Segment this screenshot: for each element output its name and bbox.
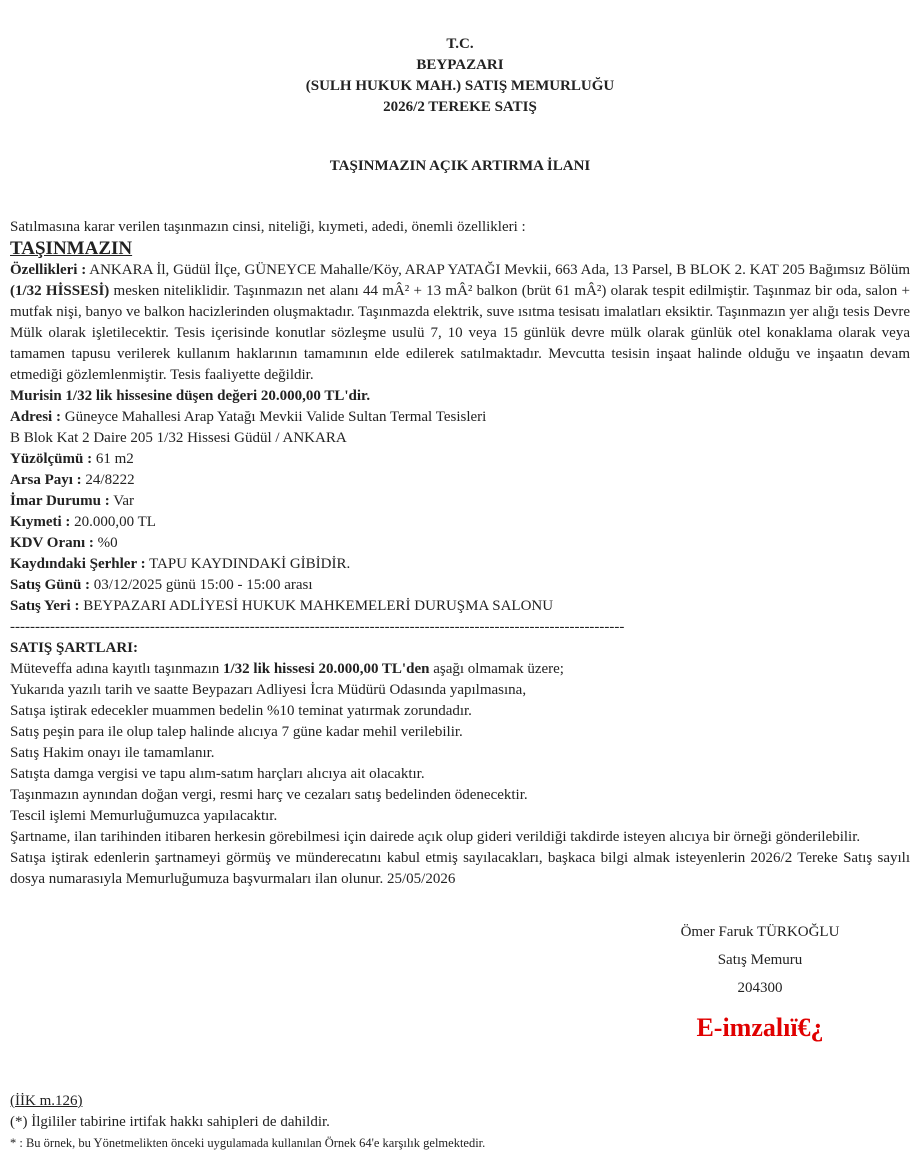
value-statement-text: Murisin 1/32 lik hissesine düşen değeri 20.000,00 TL'dir. — [10, 388, 371, 404]
conditions-first-line — [10, 659, 910, 680]
field-row — [10, 575, 910, 596]
address-line1: Güneyce Mahallesi Arap Yatağı Mevkii Valide Sultan Termal Tesisleri — [60, 409, 487, 425]
condition-line: Yukarıda yazılı tarih ve saatte Beypazarı Adliyesi İcra Müdürü Odasında yapılmasına, — [10, 682, 527, 698]
field-row — [10, 533, 910, 554]
condition-line: Satışa iştirak edenlerin şartnameyi görmüş ve münderecatını kabul etmiş sayılacakları, başkaca bilgi almak isteyenlerin 2026/2 Tereke Satış sayılı dosya numarasıyla Memurluğumuza başvurmaları ilan olunur. 25/05/2026 — [10, 850, 910, 887]
document-footer — [10, 1091, 910, 1153]
field-value: BEYPAZARI ADLİYESİ HUKUK MAHKEMELERİ DURUŞMA SALONU — [79, 598, 554, 614]
field-row — [10, 512, 910, 533]
features-paragraph — [10, 260, 910, 386]
field-label: Kaydındaki Şerhler : — [10, 556, 146, 572]
features-label: Özellikleri : — [10, 262, 87, 278]
field-value: %0 — [93, 535, 118, 551]
notice-body — [10, 217, 910, 890]
field-label: İmar Durumu : — [10, 493, 110, 509]
value-statement — [10, 386, 910, 407]
header-line-city: BEYPAZARI — [416, 57, 504, 73]
condition-line: Satış peşin para ile olup talep halinde alıcıya 7 güne kadar mehil verilebilir. — [10, 724, 463, 740]
divider-line: --------------------------------------------------------------------------------------------------------------------------- — [10, 619, 625, 635]
field-label: Yüzölçümü : — [10, 451, 93, 467]
field-label: KDV Oranı : — [10, 535, 94, 551]
field-row — [10, 596, 910, 617]
field-row — [10, 491, 910, 512]
address-line2: B Blok Kat 2 Daire 205 1/32 Hissesi Güdül / ANKARA — [10, 430, 347, 446]
field-value: 20.000,00 TL — [70, 514, 156, 530]
field-label: Satış Yeri : — [10, 598, 80, 614]
condition-line: Şartname, ilan tarihinden itibaren herkesin görebilmesi için dairede açık olup gideri verildiği takdirde isteyen alıcıya bir örneği gönderilebilir. — [10, 829, 861, 845]
address-line — [10, 407, 910, 428]
signature-block — [665, 918, 855, 1042]
field-value: 24/8222 — [81, 472, 135, 488]
header-line-tc: T.C. — [446, 36, 474, 52]
signer-title: Satış Memuru — [717, 952, 803, 968]
intro-text: Satılmasına karar verilen taşınmazın cinsi, niteliği, kıymeti, adedi, önemli özellikleri : — [10, 219, 526, 235]
field-value: TAPU KAYDINDAKİ GİBİDİR. — [145, 556, 351, 572]
features-text-a: ANKARA İl, Güdül İlçe, GÜNEYCE Mahalle/Köy, ARAP YATAĞI Mevkii, 663 Ada, 13 Parsel, B BLOK 2. KAT 205 Bağımsız Bölüm — [86, 262, 910, 278]
address-label: Adresi : — [10, 409, 61, 425]
features-share: (1/32 HİSSESİ) — [10, 283, 110, 299]
header-line-case: 2026/2 TEREKE SATIŞ — [383, 99, 537, 115]
document-header — [10, 34, 910, 118]
condition-bold: 1/32 lik hissesi 20.000,00 TL'den — [223, 661, 430, 677]
e-signature-stamp: E-imzalıï€¿ — [696, 1013, 824, 1042]
field-value: 03/12/2025 günü 15:00 - 15:00 arası — [90, 577, 313, 593]
footnote: (*) İlgililer tabirine irtifak hakkı sahipleri de dahildir. — [10, 1114, 330, 1130]
signer-number: 204300 — [737, 980, 783, 996]
small-footnote: * : Bu örnek, bu Yönetmelikten önceki uygulamada kullanılan Örnek 64'e karşılık gelmektedir. — [10, 1136, 486, 1150]
law-reference: (İİK m.126) — [10, 1093, 83, 1109]
field-label: Arsa Payı : — [10, 472, 82, 488]
features-text-b: mesken niteliklidir. Taşınmazın net alanı 44 mÂ² + 13 mÂ² balkon (brüt 61 mÂ²) olarak tespit edilmiştir. Taşınmaz bir oda, salon + mutfak nişi, banyo ve balkon hacizlerinden oluşmaktadır. Taşınmazda elektrik, suve ısıtma tesisatı imalatları eksiktir. Taşınmazın yer alığı tesis Devre Mülk olarak işletilecektir. Tesis içerisinde konutlar sözleşme usulü 7, 10 veya 15 günlük devre mülk olarak günlük otel konaklama olarak veya tamamen tapusu verilerek kullanım haklarının tamamının elde edilerek satılmaktadır. Mevcutta tesisin inşaat halinde olduğu ve inşaatın devam etmediği gözlemlenmiştir. Tesis faaliyette değildir. — [10, 283, 910, 383]
conditions-heading — [10, 638, 910, 659]
condition-line: Satışta damga vergisi ve tapu alım-satım harçları alıcıya ait olacaktır. — [10, 766, 425, 782]
field-row — [10, 470, 910, 491]
condition-text: aşağı olmamak üzere; — [429, 661, 564, 677]
notice-title: TAŞINMAZIN AÇIK ARTIRMA İLANI — [329, 158, 591, 174]
condition-line: Taşınmazın aynından doğan vergi, resmi harç ve cezaları satış bedelinden ödenecektir. — [10, 787, 528, 803]
condition-line: Satışa iştirak edecekler muammen bedelin %10 teminat yatırmak zorundadır. — [10, 703, 472, 719]
field-label: Satış Günü : — [10, 577, 91, 593]
condition-line: Satış Hakim onayı ile tamamlanır. — [10, 745, 215, 761]
condition-line: Tescil işlemi Memurluğumuzca yapılacaktır. — [10, 808, 278, 824]
signer-name: Ömer Faruk TÜRKOĞLU — [680, 924, 840, 940]
condition-text: Müteveffa adına kayıtlı taşınmazın — [10, 661, 223, 677]
field-row — [10, 554, 910, 575]
field-value: 61 m2 — [92, 451, 134, 467]
header-line-office: (SULH HUKUK MAH.) SATIŞ MEMURLUĞU — [305, 78, 615, 94]
field-value: Var — [109, 493, 135, 509]
field-row — [10, 449, 910, 470]
section-heading: TAŞINMAZIN — [10, 238, 133, 259]
field-label: Kıymeti : — [10, 514, 71, 530]
conditions-heading-text: SATIŞ ŞARTLARI: — [10, 640, 138, 656]
